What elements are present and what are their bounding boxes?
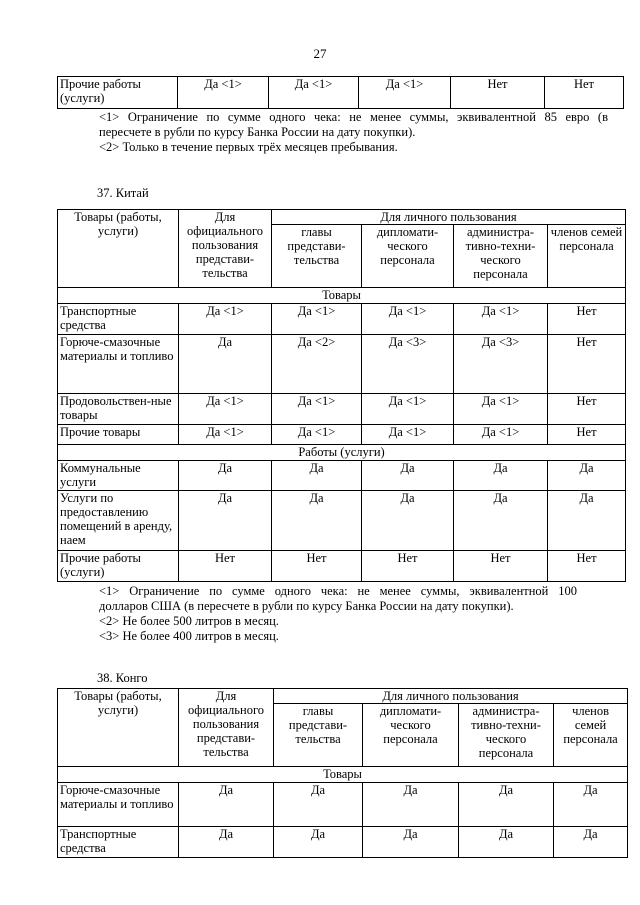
header-official: Для официального пользования представи-тельства [179,210,272,288]
cell: Да <1> [362,394,454,425]
row-label: Прочие работы (услуги) [58,551,179,582]
cell: Да [179,491,272,551]
cell: Нет [548,335,626,394]
section-goods: Товары [58,288,626,304]
cell: Нет [454,551,548,582]
china-table [57,209,626,582]
cell: Да <1> [272,394,362,425]
section-title: 38. Конго [97,671,148,685]
cell: Да [179,461,272,491]
cell: Да <1> [362,425,454,445]
cell: Да <1> [362,304,454,335]
page-number: 27 [313,46,327,61]
row-label: Горюче-смазочные материалы и топливо [58,335,179,394]
cell: Нет [362,551,454,582]
cell: Да [274,827,363,858]
cell: Нет [548,394,626,425]
header-head: главы представи-тельства [274,704,363,767]
cell: Нет [272,551,362,582]
cell: Да <1> [269,77,359,109]
row-label: Транспортные средства [58,827,179,858]
header-family: членов семей персонала [554,704,628,767]
cell: Да [454,461,548,491]
header-personal: Для личного пользования [272,210,626,225]
cell: Да <3> [454,335,548,394]
row-label: Прочие товары [58,425,179,445]
cell: Да <1> [272,425,362,445]
section-title: 37. Китай [97,186,149,200]
header-diplomatic: дипломати-ческого персонала [363,704,459,767]
cell: Да <1> [179,425,272,445]
cell: Нет [548,425,626,445]
cell: Нет [179,551,272,582]
cell: Да [459,827,554,858]
row-label: Услуги по предоставлению помещений в аренду, наем [58,491,179,551]
footnote: <1> Ограничение по сумме одного чека: не менее суммы, эквивалентной 85 евро (в [99,110,608,124]
footnote: <3> Не более 400 литров в месяц. [99,629,279,643]
cell: Да <1> [179,394,272,425]
cell: Да [362,461,454,491]
cell: Да [459,783,554,827]
footnote: долларов США (в пересчете в рубли по курсу Банка России на дату покупки). [99,599,514,613]
cell: Нет [451,77,545,109]
cell: Да [272,461,362,491]
footnote: пересчете в рубли по курсу Банка России на дату покупки). [99,125,416,139]
cell: Да <2> [272,335,362,394]
cell: Да <3> [362,335,454,394]
cell: Да [554,827,628,858]
cell: Да [363,783,459,827]
header-diplomatic: дипломати-ческого персонала [362,225,454,288]
cell: Да <1> [454,304,548,335]
row-label: Транспортные средства [58,304,179,335]
footnote: <2> Не более 500 литров в месяц. [99,614,279,628]
header-family: членов семей персонала [548,225,626,288]
cell: Да [363,827,459,858]
header-official: Для официального пользования представи-тельства [179,689,274,767]
cell: Да <1> [179,304,272,335]
row-label: Коммунальные услуги [58,461,179,491]
cell: Да [272,491,362,551]
cell: Нет [548,304,626,335]
cell: Да [179,827,274,858]
cell: Да [179,783,274,827]
row-label: Прочие работы (услуги) [58,77,178,109]
cell: Да [548,461,626,491]
cell: Да [554,783,628,827]
cell: Нет [545,77,624,109]
header-goods: Товары (работы, услуги) [58,210,179,288]
cell: Да [548,491,626,551]
cell: Да <1> [454,425,548,445]
footnote: <2> Только в течение первых трёх месяцев пребывания. [99,140,398,154]
cell: Да [274,783,363,827]
congo-table [57,688,628,858]
cell: Да [362,491,454,551]
footnote: <1> Ограничение по сумме одного чека: не менее суммы, эквивалентной 100 [99,584,577,598]
cell: Да [179,335,272,394]
section-services: Работы (услуги) [58,445,626,461]
top-continuation-table [57,76,624,109]
header-head: главы представи-тельства [272,225,362,288]
header-admin: администра-тивно-техни-ческого персонала [459,704,554,767]
header-goods: Товары (работы, услуги) [58,689,179,767]
cell: Да <1> [359,77,451,109]
row-label: Продовольствен-ные товары [58,394,179,425]
header-admin: администра-тивно-техни-ческого персонала [454,225,548,288]
row-label: Горюче-смазочные материалы и топливо [58,783,179,827]
cell: Да [454,491,548,551]
cell: Да <1> [178,77,269,109]
cell: Да <1> [454,394,548,425]
cell: Нет [548,551,626,582]
cell: Да <1> [272,304,362,335]
section-goods: Товары [58,767,628,783]
header-personal: Для личного пользования [274,689,628,704]
